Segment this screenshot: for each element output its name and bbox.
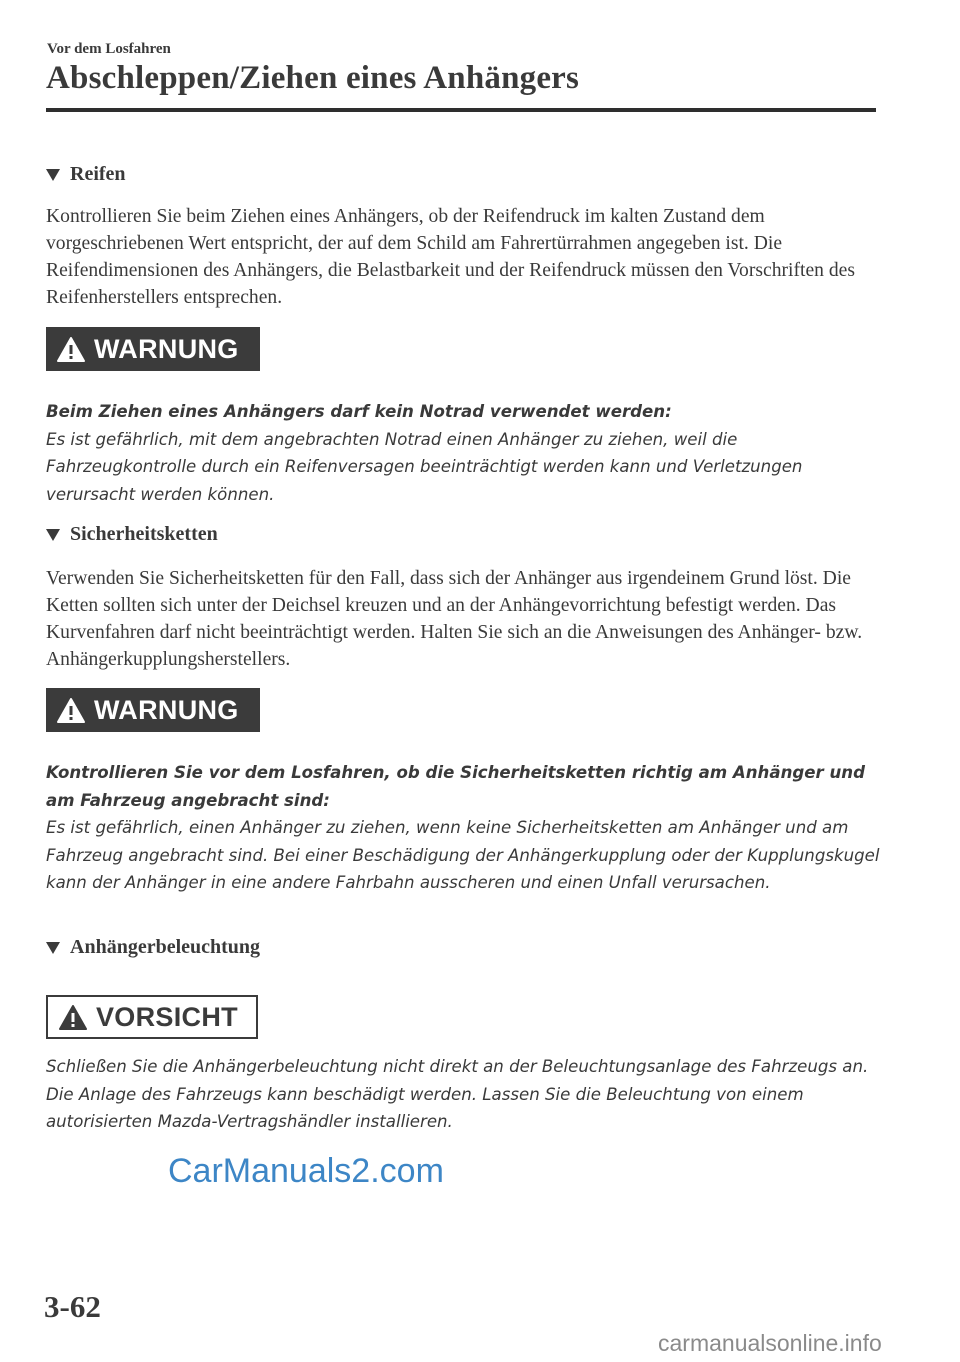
caution-label (46, 995, 258, 1039)
sicherheitsketten-body: Verwenden Sie Sicherheitsketten für den Fall, dass sich der Anhänger aus irgendeinem Grund löst. Die Ketten sollten sich unter der Deichsel kreuzen und an der Anhängevorrichtung befestigt werden. Das Kurvenfahren darf nicht beeinträchtigt werden. Halten Sie sich an die Anweisungen des Anhänger- bzw. Anhängerkupplungsherstellers. (46, 568, 863, 670)
heading-sicherheitsketten-text: Sicherheitsketten (70, 523, 218, 545)
footer-site-link[interactable]: carmanualsonline.info (658, 1330, 882, 1356)
triangle-down-icon (46, 169, 60, 181)
warning-body-reifen: Es ist gefährlich, mit dem angebrachten Notrad einen Anhänger zu ziehen, weil die Fahrzeugkontrolle durch ein Reifenversagen beeinträchtigt werden kann und Verletzungen verursacht werden können. (46, 429, 803, 504)
section-kicker: Vor dem Losfahren (47, 41, 171, 57)
warning-triangle-icon (58, 1004, 88, 1031)
heading-reifen (46, 163, 126, 186)
watermark-link[interactable]: CarManuals2.com (168, 1152, 444, 1190)
warning-text-reifen (46, 398, 886, 508)
warning-body-ketten: Es ist gefährlich, einen Anhänger zu ziehen, wenn keine Sicherheitsketten am Anhänger und am Fahrzeug angebracht sind. Bei einer Beschädigung der Anhängerkupplung oder der Kupplungskugel kann der Anhänger in eine andere Fahrbahn ausscheren und einen Unfall verursachen. (46, 818, 880, 892)
page-number: 3-62 (44, 1289, 101, 1324)
warning-text-ketten (46, 759, 886, 897)
triangle-down-icon (46, 942, 60, 954)
heading-sicherheitsketten (46, 523, 218, 546)
heading-reifen-text: Reifen (70, 163, 126, 185)
warning-lead-reifen: Beim Ziehen eines Anhängers darf kein Notrad verwendet werden: (46, 402, 672, 421)
caution-text: Schließen Sie die Anhängerbeleuchtung nicht direkt an der Beleuchtungsanlage des Fahrzeugs an. Die Anlage des Fahrzeugs kann beschädigt werden. Lassen Sie die Beleuchtung von einem autorisierten Mazda-Vertragshändler installieren. (46, 1057, 869, 1131)
warning-lead-ketten: Kontrollieren Sie vor dem Losfahren, ob die Sicherheitsketten richtig am Anhänger und am Fahrzeug angebracht sind: (46, 763, 865, 810)
warning-label (46, 688, 260, 732)
heading-beleuchtung (46, 936, 260, 959)
heading-beleuchtung-text: Anhängerbeleuchtung (70, 936, 261, 958)
page-title: Abschleppen/Ziehen eines Anhängers (46, 60, 580, 96)
reifen-body: Kontrollieren Sie beim Ziehen eines Anhängers, ob der Reifendruck im kalten Zustand dem vorgeschriebenen Wert entspricht, der auf dem Schild am Fahrertürrahmen angegeben ist. Die Reifendimensionen des Anhängers, die Belastbarkeit und der Reifendruck müssen den Vorschriften des Reifenherstellers entsprechen. (46, 206, 855, 308)
triangle-down-icon (46, 529, 60, 541)
warning-triangle-icon (56, 697, 86, 724)
caution-label-text: VORSICHT (96, 1001, 238, 1032)
title-rule (46, 108, 876, 112)
warning-triangle-icon (56, 336, 86, 363)
warning-label-text: WARNUNG (94, 333, 239, 364)
warning-label (46, 327, 260, 371)
warning-label-text: WARNUNG (94, 694, 239, 725)
